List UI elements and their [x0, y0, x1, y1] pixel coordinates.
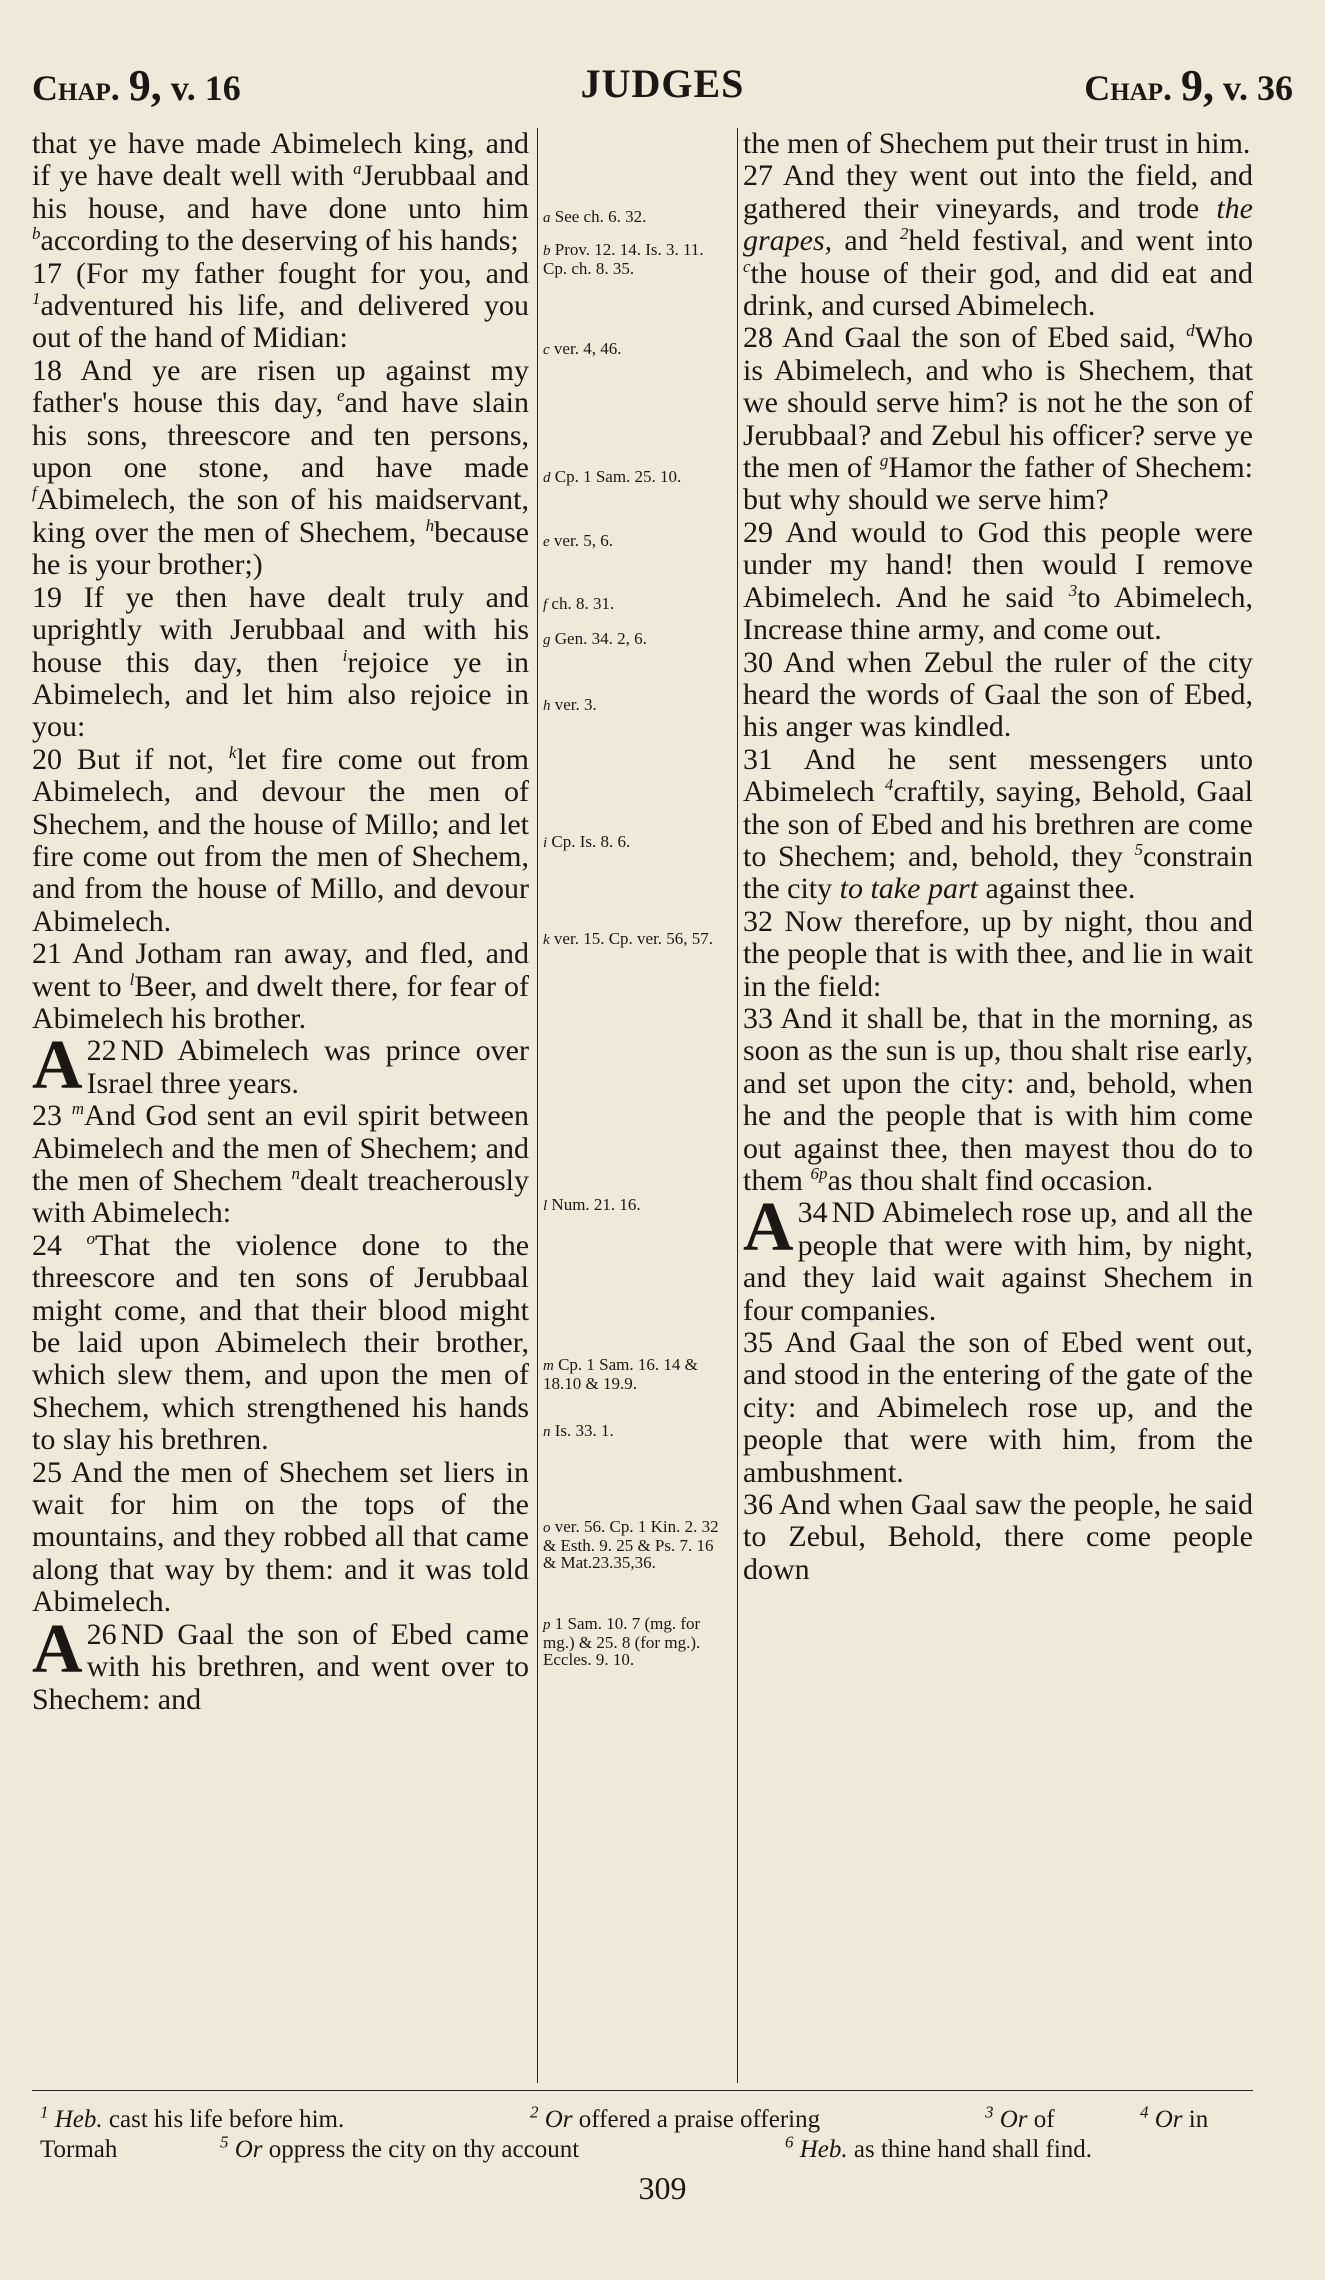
verse-28: 28 And Gaal the son of Ebed said, $^d$Who is Abimelech, and who is Shechem, that we should serve him? is not he the son of Jerubbaal? and Zebul his officer? serve ye the men of $^g$Hamor the father of Shechem: but why should we serve him? [743, 321, 1253, 517]
drop-cap: A [32, 1027, 83, 1105]
header-right-reference: Chap. 9, v. 36 [1084, 61, 1293, 110]
margin-ref: k ver. 15. Cp. ver. 56, 57. [543, 929, 714, 948]
drop-cap: A [743, 1189, 794, 1267]
margin-ref: i Cp. Is. 8. 6. [543, 832, 631, 851]
footnote-rule [32, 2090, 1253, 2091]
margin-ref: g Gen. 34. 2, 6. [543, 629, 647, 648]
margin-ref: o ver. 56. Cp. 1 Kin. 2. 32 & Esth. 9. 25 & Ps. 7. 16 & Mat.23.35,36. [543, 1517, 719, 1572]
margin-ref: a See ch. 6. 32. [543, 207, 647, 226]
left-text-column [32, 128, 529, 1716]
margin-ref: m Cp. 1 Sam. 16. 14 & 18.10 & 19.9. [543, 1355, 698, 1393]
verse-24: 24 $^o$That the violence done to the threescore and ten sons of Jerubbaal might come, and that their blood might be laid upon Abimelech their brother, which slew them, and upon the men of Shechem, which strengthened his hands to slay his brethren. [32, 1228, 530, 1457]
footnote-1: $^1$ Heb. cast his life before him. [40, 2102, 345, 2133]
header-left-reference: Chap. 9, v. 16 [32, 61, 241, 110]
verse-30: 30 And when Zebul the ruler of the city heard the words of Gaal the son of Ebed, his anger was kindled. [743, 645, 1253, 744]
verse-17: 17 (For my father fought for you, and $^1$adventured his life, and delivered you out of the hand of Midian: [32, 256, 529, 355]
page-number: 309 [638, 2170, 687, 2206]
margin-ref: e ver. 5, 6. [543, 531, 613, 550]
footnote-4: $^4$ Or in [1140, 2102, 1209, 2133]
footnote-3: $^3$ Or of [985, 2102, 1055, 2133]
verse-19: 19 If ye then have dealt truly and uprightly with Jerubbaal and with his house this day, then $^i$rejoice ye in Abimelech, and let him also rejoice in you: [32, 580, 529, 744]
margin-ref: b Prov. 12. 14. Is. 3. 11. Cp. ch. 8. 35. [543, 240, 704, 278]
footnote-6: $^6$ Heb. as thine hand shall find. [785, 2132, 1093, 2163]
book-title: JUDGES [580, 61, 745, 106]
verse-21: 21 And Jotham ran away, and fled, and went to $^l$Beer, and dwelt there, for fear of Abimelech his brother. [32, 937, 529, 1035]
verse-34: 34 A ND Abimelech rose up, and all the people that were with him, by night, and they laid wait against Shechem in four companies. [743, 1189, 1253, 1327]
verse-26-cont: the men of Shechem put their trust in him. [743, 127, 1251, 160]
margin-ref: n Is. 33. 1. [543, 1421, 614, 1440]
verse-23: 23 $^m$And God sent an evil spirit between Abimelech and the men of Shechem; and the men of Shechem $^n$dealt treacherously with Abimelech: [32, 1099, 530, 1230]
verse-36: 36 And when Gaal saw the people, he said to Zebul, Behold, there come people down [743, 1488, 1253, 1586]
footnote-5: $^5$ Or oppress the city on thy account [220, 2132, 580, 2163]
margin-ref: f ch. 8. 31. [543, 594, 615, 613]
margin-ref: l Num. 21. 16. [543, 1195, 641, 1214]
verse-18: 18 And ye are risen up against my father's house this day, $^e$and have slain his sons, threescore and ten persons, upon one stone, and have made $^f$Abimelech, the son of his maidservant, king over the men of Shechem, $^h$because he is your brother;) [32, 353, 529, 582]
column-divider-right [737, 128, 738, 2083]
right-text-column [743, 128, 1253, 1586]
verse-29: 29 And would to God this people were under my hand! then would I remove Abimelech. And he said $^3$to Abimelech, Increase thine army, and come out. [743, 515, 1253, 647]
verse-32: 32 Now therefore, up by night, thou and the people that is with thee, and lie in wait in the field: [743, 904, 1253, 1003]
margin-ref: d Cp. 1 Sam. 25. 10. [543, 467, 682, 486]
column-divider-left [537, 128, 538, 2083]
margin-ref: c ver. 4, 46. [543, 339, 622, 358]
verse-20: 20 But if not, $^k$let fire come out from Abimelech, and devour the men of Shechem, and the house of Millo; and let fire come out from the men of Shechem, and from the house of Millo, and devour Abimelech. [32, 742, 529, 938]
margin-ref: p 1 Sam. 10. 7 (mg. for mg.) & 25. 8 (for mg.). Eccles. 9. 10. [543, 1614, 701, 1669]
verse-33: 33 And it shall be, that in the morning, as soon as the sun is up, thou shalt rise early, and set upon the city: and, behold, when he and the people that is with him come out against thee, then mayest thou do to them $^{6p}$as thou shalt find occasion. [743, 1001, 1253, 1197]
margin-ref: h ver. 3. [543, 695, 597, 714]
verse-25: 25 And the men of Shechem set liers in wait for him on the tops of the mountains, and they robbed all that came along that way by them: and it was told Abimelech. [32, 1455, 529, 1619]
verse-31: 31 And he sent messengers unto Abimelech $^4$craftily, saying, Behold, Gaal the son of Ebed and his brethren are come to Shechem; and, behold, they $^5$constrain the city to take part against thee. [743, 742, 1253, 906]
verse-27: 27 And they went out into the field, and gathered their vineyards, and trode the grapes, and $^2$held festival, and went into $^c$the house of their god, and did eat and drink, and cursed Abimelech. [743, 159, 1253, 323]
drop-cap: A [32, 1610, 83, 1688]
page-header [32, 60, 1293, 120]
verse-26: 26 A ND Gaal the son of Ebed came with his brethren, and went over to Shechem: and [32, 1610, 529, 1716]
verse-22: 22 A ND Abimelech was prince over Israel three years. [32, 1027, 529, 1105]
footnote-2: $^2$ Or offered a praise offering [530, 2102, 821, 2133]
footnote-4-cont: Tormah [40, 2136, 118, 2163]
verse-35: 35 And Gaal the son of Ebed went out, and stood in the entering of the gate of the city: and Abimelech rose up, and the people that were with him, from the ambushment. [743, 1326, 1253, 1489]
verse-16-cont: that ye have made Abimelech king, and if ye have dealt well with $^a$Jerubbaal and his house, and have done unto him $^b$according to the deserving of his hands; [32, 127, 529, 258]
